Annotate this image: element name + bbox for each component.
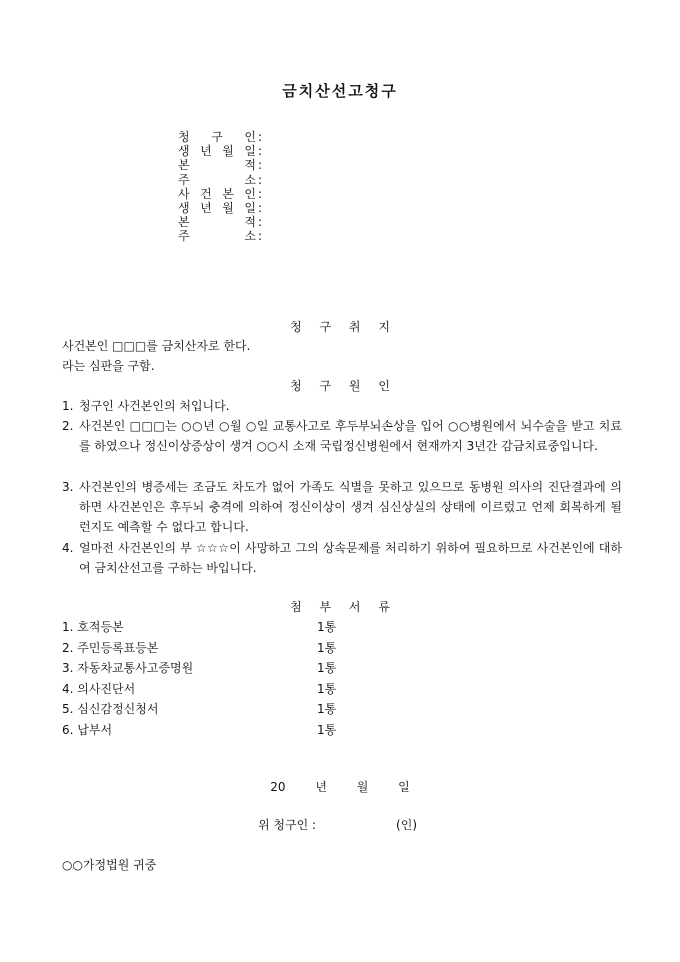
- court-recipient: ○○가정법원 귀중: [62, 858, 157, 872]
- colon: :: [258, 229, 263, 244]
- party-row-claimant: [178, 130, 262, 144]
- signature-line: [258, 816, 417, 833]
- attachment-name: 5. 심신감정신청서: [62, 702, 159, 716]
- cause-item-number: 4.: [62, 541, 74, 555]
- colon: :: [258, 201, 263, 216]
- attachment-name: 4. 의사진단서: [62, 681, 136, 696]
- cause-item: [62, 396, 622, 416]
- attachment-count: 1통: [317, 620, 337, 634]
- attachment-row: [62, 617, 336, 638]
- party-row-principal-address: [178, 229, 262, 243]
- cause-item-text: 사건본인 □□□는 ○○년 ○월 ○일 교통사고로 후두부뇌손상을 입어 ○○병원에서 뇌수술을 받고 치료를 하였으나 정신이상증상이 생겨 ○○시 소재 국립정신병원에서 현재까지 3년간 감금치료중입니다.: [79, 419, 622, 453]
- document-title: 금치산선고청구: [282, 82, 398, 100]
- party-label: 청 구 인: [178, 130, 256, 144]
- cause-item-number: 2.: [62, 419, 74, 433]
- purpose-line: 사건본인 □□□를 금치산자로 한다.: [62, 339, 251, 353]
- party-label: 주 소: [178, 229, 256, 244]
- colon: :: [258, 158, 263, 173]
- attachment-count: 1통: [317, 640, 337, 655]
- purpose-line: 라는 심판을 구함.: [62, 359, 155, 373]
- party-row-principal-birth: [178, 201, 262, 215]
- party-row-claimant-address: [178, 173, 262, 187]
- party-label: 사 건 본 인: [178, 186, 256, 201]
- colon: :: [258, 186, 263, 201]
- cause-item-text: 사건본인의 병증세는 조금도 차도가 없어 가족도 식별을 못하고 있으므로 동병원 의사의 진단결과에 의하면 사건본인은 후두뇌 충격에 의하여 정신이상이 생겨 심신상실의 상태에 이르렀고 언제 회복하게 될런지도 예측할 수 없다고 합니다.: [79, 480, 622, 534]
- attachment-row: [62, 679, 336, 700]
- attachment-name: 2. 주민등록표등본: [62, 640, 159, 655]
- cause-heading: 청 구 원 인: [290, 379, 390, 393]
- purpose-heading: 청 구 취 지: [290, 320, 390, 334]
- party-label: 생 년 월 일: [178, 201, 256, 216]
- seal-mark: (인): [396, 818, 418, 832]
- attachment-name: 3. 자동차교통사고증명원: [62, 661, 194, 675]
- attachment-row: [62, 638, 336, 659]
- party-info-block: [178, 130, 262, 244]
- attachment-name: 1. 호적등본: [62, 620, 124, 634]
- cause-item: [62, 538, 622, 578]
- attachment-count: 1통: [317, 702, 337, 716]
- party-row-principal: [178, 187, 262, 201]
- colon: :: [258, 215, 263, 230]
- party-label: 생 년 월 일: [178, 144, 256, 159]
- colon: :: [258, 144, 263, 159]
- party-row-principal-domicile: [178, 215, 262, 229]
- attachment-count: 1통: [317, 722, 337, 737]
- cause-item-text: 얼마전 사건본인의 부 ☆☆☆이 사망하고 그의 상속문제를 처리하기 위하여 필요하므로 사건본인에 대하여 금치산선고를 구하는 바입니다.: [79, 541, 622, 575]
- cause-item: [62, 416, 622, 456]
- cause-item-number: 1.: [62, 399, 74, 413]
- attachment-name: 6. 납부서: [62, 722, 113, 737]
- attachments-heading: 첨 부 서 류: [290, 600, 390, 614]
- cause-item-number: 3.: [62, 480, 74, 494]
- attachment-count: 1통: [317, 661, 337, 675]
- colon: :: [258, 172, 263, 187]
- party-row-claimant-domicile: [178, 158, 262, 172]
- cause-item-text: 청구인 사건본인의 처입니다.: [79, 399, 230, 413]
- party-label: 주 소: [178, 172, 256, 187]
- colon: :: [258, 130, 263, 144]
- date-line: 20 년 월 일: [270, 780, 410, 794]
- attachments-list: [62, 617, 336, 740]
- party-label: 본 적: [178, 215, 256, 230]
- party-row-claimant-birth: [178, 144, 262, 158]
- attachment-count: 1통: [317, 681, 337, 696]
- attachment-row: [62, 658, 336, 679]
- attachment-row: [62, 720, 336, 741]
- attachment-row: [62, 699, 336, 720]
- signature-label: 위 청구인 :: [258, 818, 317, 832]
- party-label: 본 적: [178, 158, 256, 173]
- cause-item: [62, 477, 622, 537]
